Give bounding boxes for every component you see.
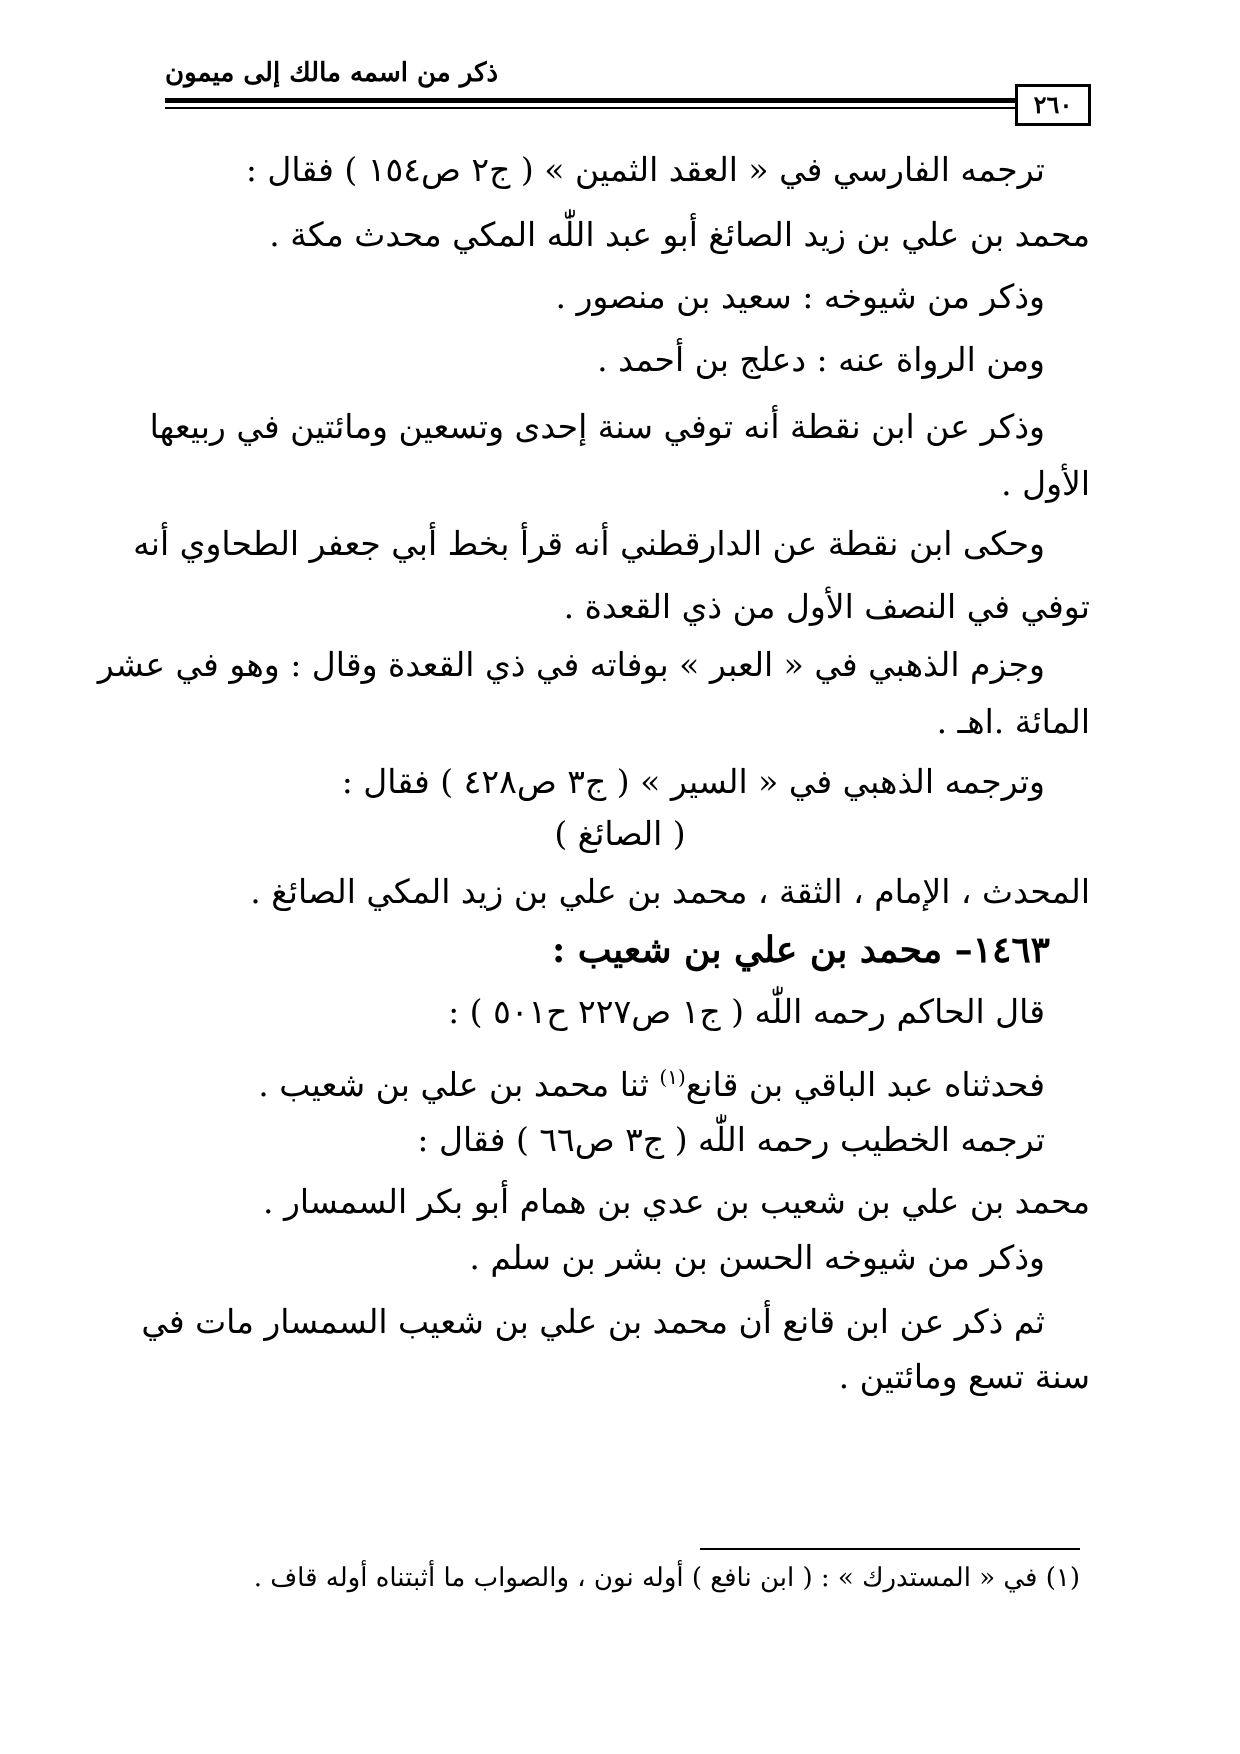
body-line-2: محمد بن علي بن زيد الصائغ أبو عبد اللّٰه المكي محدث مكة . [269,215,1090,254]
body-line-7b: المائة .اهـ . [936,702,1090,741]
body-line-9: ( الصائغ ) [554,814,686,853]
body-line-14: ترجمه الخطيب رحمه اللّٰه ( ج٣ ص٦٦ ) فقال : [417,1120,1045,1159]
body-line-5a: وذكر عن ابن نقطة أنه توفي سنة إحدى وتسعين ومائتين في ربيعها [149,407,1045,446]
body-line-17a: ثم ذكر عن ابن قانع أن محمد بن علي بن شعيب السمسار مات في [141,1302,1045,1341]
footnote: (١) في « المستدرك » : ( ابن نافع ) أوله نون ، والصواب ما أثبتناه أوله قاف . [253,1563,1080,1593]
body-line-13b: ثنا محمد بن علي بن شعيب . [258,1065,660,1104]
body-line-7a: وجزم الذهبي في « العبر » بوفاته في ذي القعدة وقال : وهو في عشر [97,645,1045,684]
running-header: ذكر من اسمه مالك إلى ميمون [165,58,499,88]
page-number: ٢٦٠ [1015,84,1091,126]
body-line-13a: فحدثناه عبد الباقي بن قانع [685,1065,1045,1104]
body-line-8: وترجمه الذهبي في « السير » ( ج٣ ص٤٢٨ ) فقال : [341,762,1045,801]
body-line-12: قال الحاكم رحمه اللّٰه ( ج١ ص٢٢٧ ح٥٠١ ) : [448,992,1045,1031]
header-rule-thin [165,107,1015,109]
body-line-10: المحدث ، الإمام ، الثقة ، محمد بن علي بن زيد المكي الصائغ . [250,872,1090,911]
body-line-5b: الأول . [1001,464,1090,503]
body-line-1: ترجمه الفارسي في « العقد الثمين » ( ج٢ ص١٥٤ ) فقال : [245,150,1045,189]
body-line-13 [258,1055,1045,1107]
body-line-6b: توفي في النصف الأول من ذي القعدة . [563,587,1090,626]
footnote-ref: (١) [659,1065,686,1089]
body-line-4: ومن الرواة عنه : دعلج بن أحمد . [597,340,1045,379]
entry-heading: ١٤٦٣– محمد بن علي بن شعيب : [551,929,1050,971]
body-line-16: وذكر من شيوخه الحسن بن بشر بن سلم . [469,1238,1045,1277]
body-line-17b: سنة تسع ومائتين . [838,1357,1090,1396]
footnote-rule [700,1548,1080,1550]
body-line-3: وذكر من شيوخه : سعيد بن منصور . [555,277,1045,316]
header-rule-thick [165,98,1015,103]
body-line-15: محمد بن علي بن شعيب بن عدي بن همام أبو بكر السمسار . [262,1182,1090,1221]
body-line-6a: وحكى ابن نقطة عن الدارقطني أنه قرأ بخط أبي جعفر الطحاوي أنه [133,524,1045,563]
